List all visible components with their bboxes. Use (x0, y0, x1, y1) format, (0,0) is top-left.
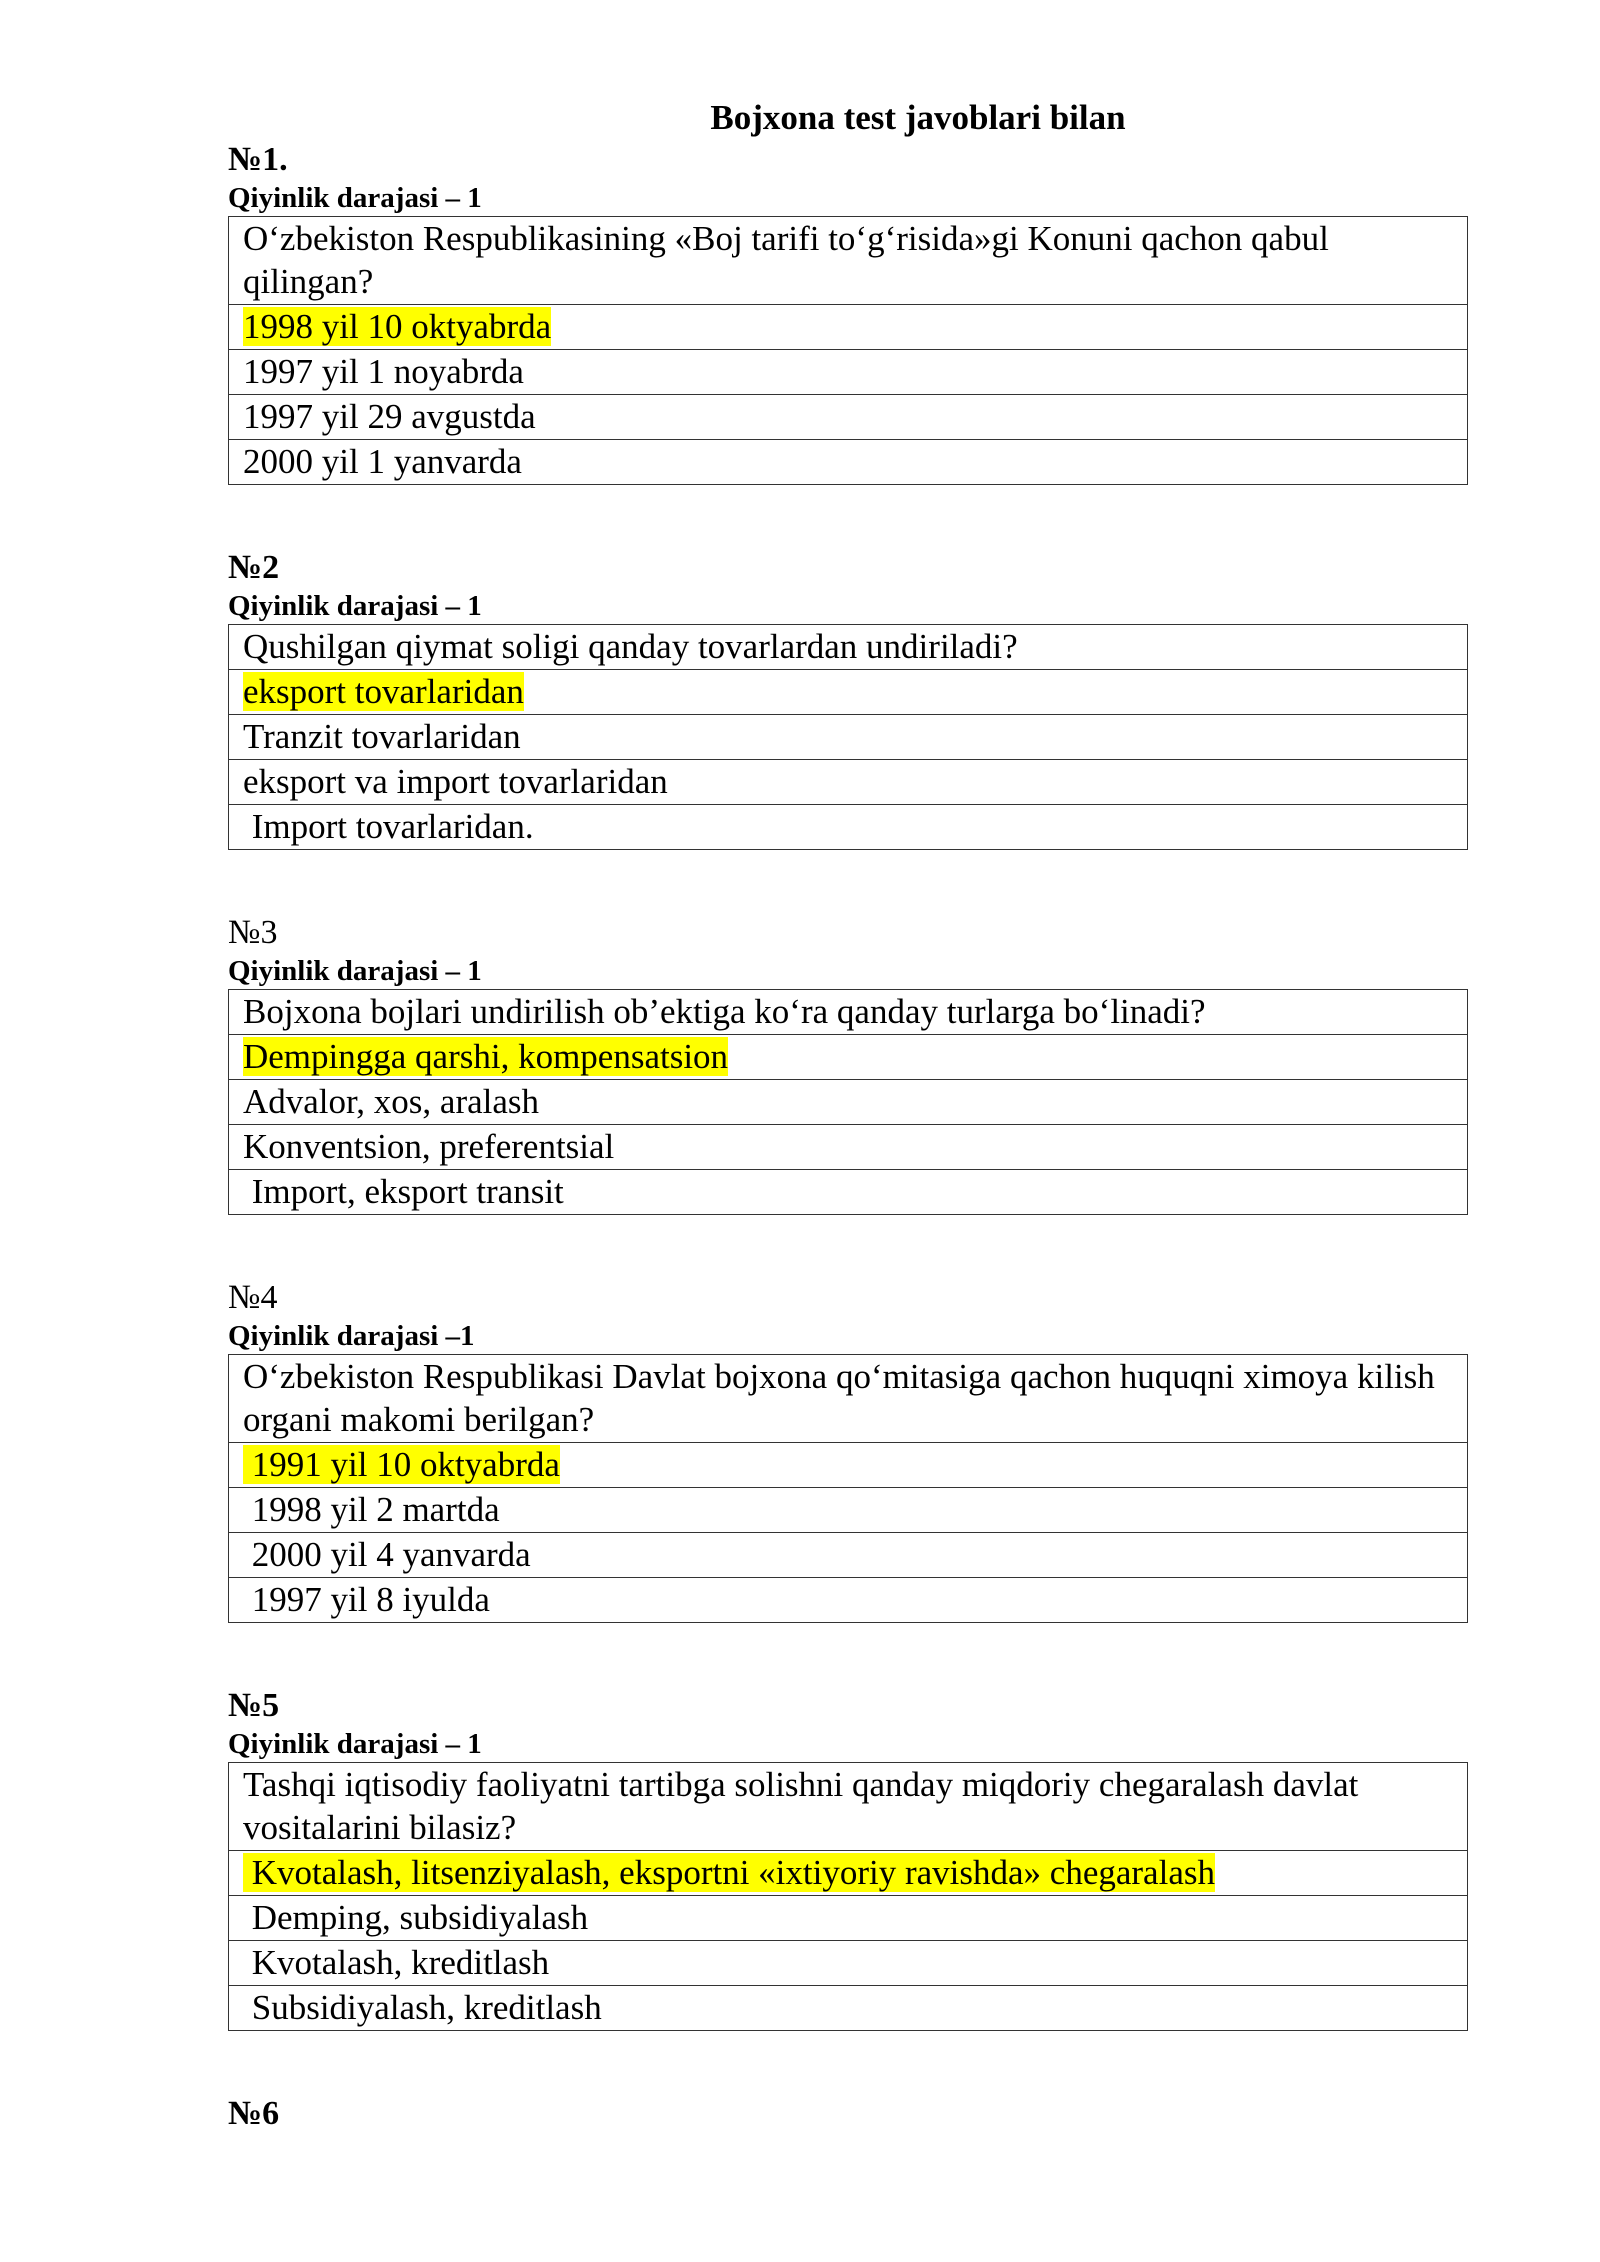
answer-option-row (229, 305, 1468, 350)
answer-option: 1997 yil 29 avgustda (243, 397, 536, 436)
answer-option-row (229, 440, 1468, 485)
document-page (228, 96, 1468, 2134)
answer-option: Tranzit tovarlaridan (243, 717, 521, 756)
answer-option-row (229, 1533, 1468, 1578)
question-block-4 (228, 1278, 1468, 1623)
answer-option-row (229, 395, 1468, 440)
question-row (229, 990, 1468, 1035)
answer-option-row (229, 1080, 1468, 1125)
question-number: №3 (228, 914, 278, 951)
question-row (229, 1355, 1468, 1443)
question-text: Tashqi iqtisodiy faoliyatni tartibga solishni qanday miqdoriy chegaralash davlat vositalarini bilasiz? (229, 1763, 1468, 1851)
answer-option-row (229, 805, 1468, 850)
spacer (228, 850, 1468, 913)
question-table (228, 1762, 1468, 2031)
answer-option-row (229, 760, 1468, 805)
document-title: Bojxona test javoblari bilan (710, 98, 1126, 137)
answer-option-row (229, 715, 1468, 760)
answer-option-correct: 1998 yil 10 oktyabrda (243, 307, 552, 346)
answer-option-row (229, 670, 1468, 715)
question-number: №5 (228, 1687, 280, 1724)
answer-option-correct: Kvotalash, litsenziyalash, eksportni «ixtiyoriy ravishda» chegaralash (243, 1853, 1215, 1892)
question-number: №1. (228, 141, 288, 178)
answer-option: Demping, subsidiyalash (243, 1898, 589, 1937)
answer-option: Import, eksport transit (243, 1172, 564, 1211)
answer-option-row (229, 1488, 1468, 1533)
answer-option: 2000 yil 4 yanvarda (243, 1535, 531, 1574)
spacer (228, 2031, 1468, 2094)
difficulty-label: Qiyinlik darajasi – 1 (228, 590, 482, 622)
answer-option-row (229, 1986, 1468, 2031)
question-table (228, 216, 1468, 485)
answer-option-correct: 1991 yil 10 oktyabrda (243, 1445, 560, 1484)
question-number-next: №6 (228, 2095, 280, 2132)
answer-option: eksport va import tovarlaridan (243, 762, 668, 801)
answer-option-row (229, 1443, 1468, 1488)
difficulty-label: Qiyinlik darajasi – 1 (228, 1728, 482, 1760)
answer-option: Import tovarlaridan. (243, 807, 534, 846)
answer-option-row (229, 1125, 1468, 1170)
spacer (228, 1215, 1468, 1278)
question-block-1 (228, 140, 1468, 485)
question-block-2 (228, 548, 1468, 850)
answer-option-correct: eksport tovarlaridan (243, 672, 524, 711)
question-row (229, 1763, 1468, 1851)
answer-option: Subsidiyalash, kreditlash (243, 1988, 602, 2027)
answer-option-row (229, 350, 1468, 395)
answer-option: Konventsion, preferentsial (243, 1127, 615, 1166)
answer-option: 2000 yil 1 yanvarda (243, 442, 522, 481)
answer-option: 1997 yil 8 iyulda (243, 1580, 490, 1619)
answer-option: 1998 yil 2 martda (243, 1490, 500, 1529)
answer-option: 1997 yil 1 noyabrda (243, 352, 524, 391)
answer-option-row (229, 1851, 1468, 1896)
question-text: Bojxona bojlari undirilish ob’ektiga ko‘ra qanday turlarga bo‘linadi? (229, 990, 1468, 1035)
answer-option-row (229, 1170, 1468, 1215)
answer-option-row (229, 1035, 1468, 1080)
answer-option: Kvotalash, kreditlash (243, 1943, 550, 1982)
question-number: №2 (228, 549, 280, 586)
question-table (228, 624, 1468, 850)
answer-option-row (229, 1941, 1468, 1986)
question-block-5 (228, 1686, 1468, 2031)
difficulty-label: Qiyinlik darajasi – 1 (228, 182, 482, 214)
question-row (229, 217, 1468, 305)
difficulty-label: Qiyinlik darajasi – 1 (228, 955, 482, 987)
answer-option-correct: Dempingga qarshi, kompensatsion (243, 1037, 729, 1076)
question-text: Qushilgan qiymat soligi qanday tovarlardan undiriladi? (229, 625, 1468, 670)
question-text: O‘zbekiston Respublikasining «Boj tarifi to‘g‘risida»gi Konuni qachon qabul qilingan? (229, 217, 1468, 305)
answer-option-row (229, 1578, 1468, 1623)
question-block-3 (228, 913, 1468, 1215)
answer-option-row (229, 1896, 1468, 1941)
difficulty-label: Qiyinlik darajasi –1 (228, 1320, 475, 1352)
spacer (228, 1623, 1468, 1686)
question-table (228, 1354, 1468, 1623)
question-number: №4 (228, 1279, 278, 1316)
question-text: O‘zbekiston Respublikasi Davlat bojxona qo‘mitasiga qachon huquqni ximoya kilish organi makomi berilgan? (229, 1355, 1468, 1443)
spacer (228, 485, 1468, 548)
question-table (228, 989, 1468, 1215)
answer-option: Advalor, xos, aralash (243, 1082, 540, 1121)
question-row (229, 625, 1468, 670)
